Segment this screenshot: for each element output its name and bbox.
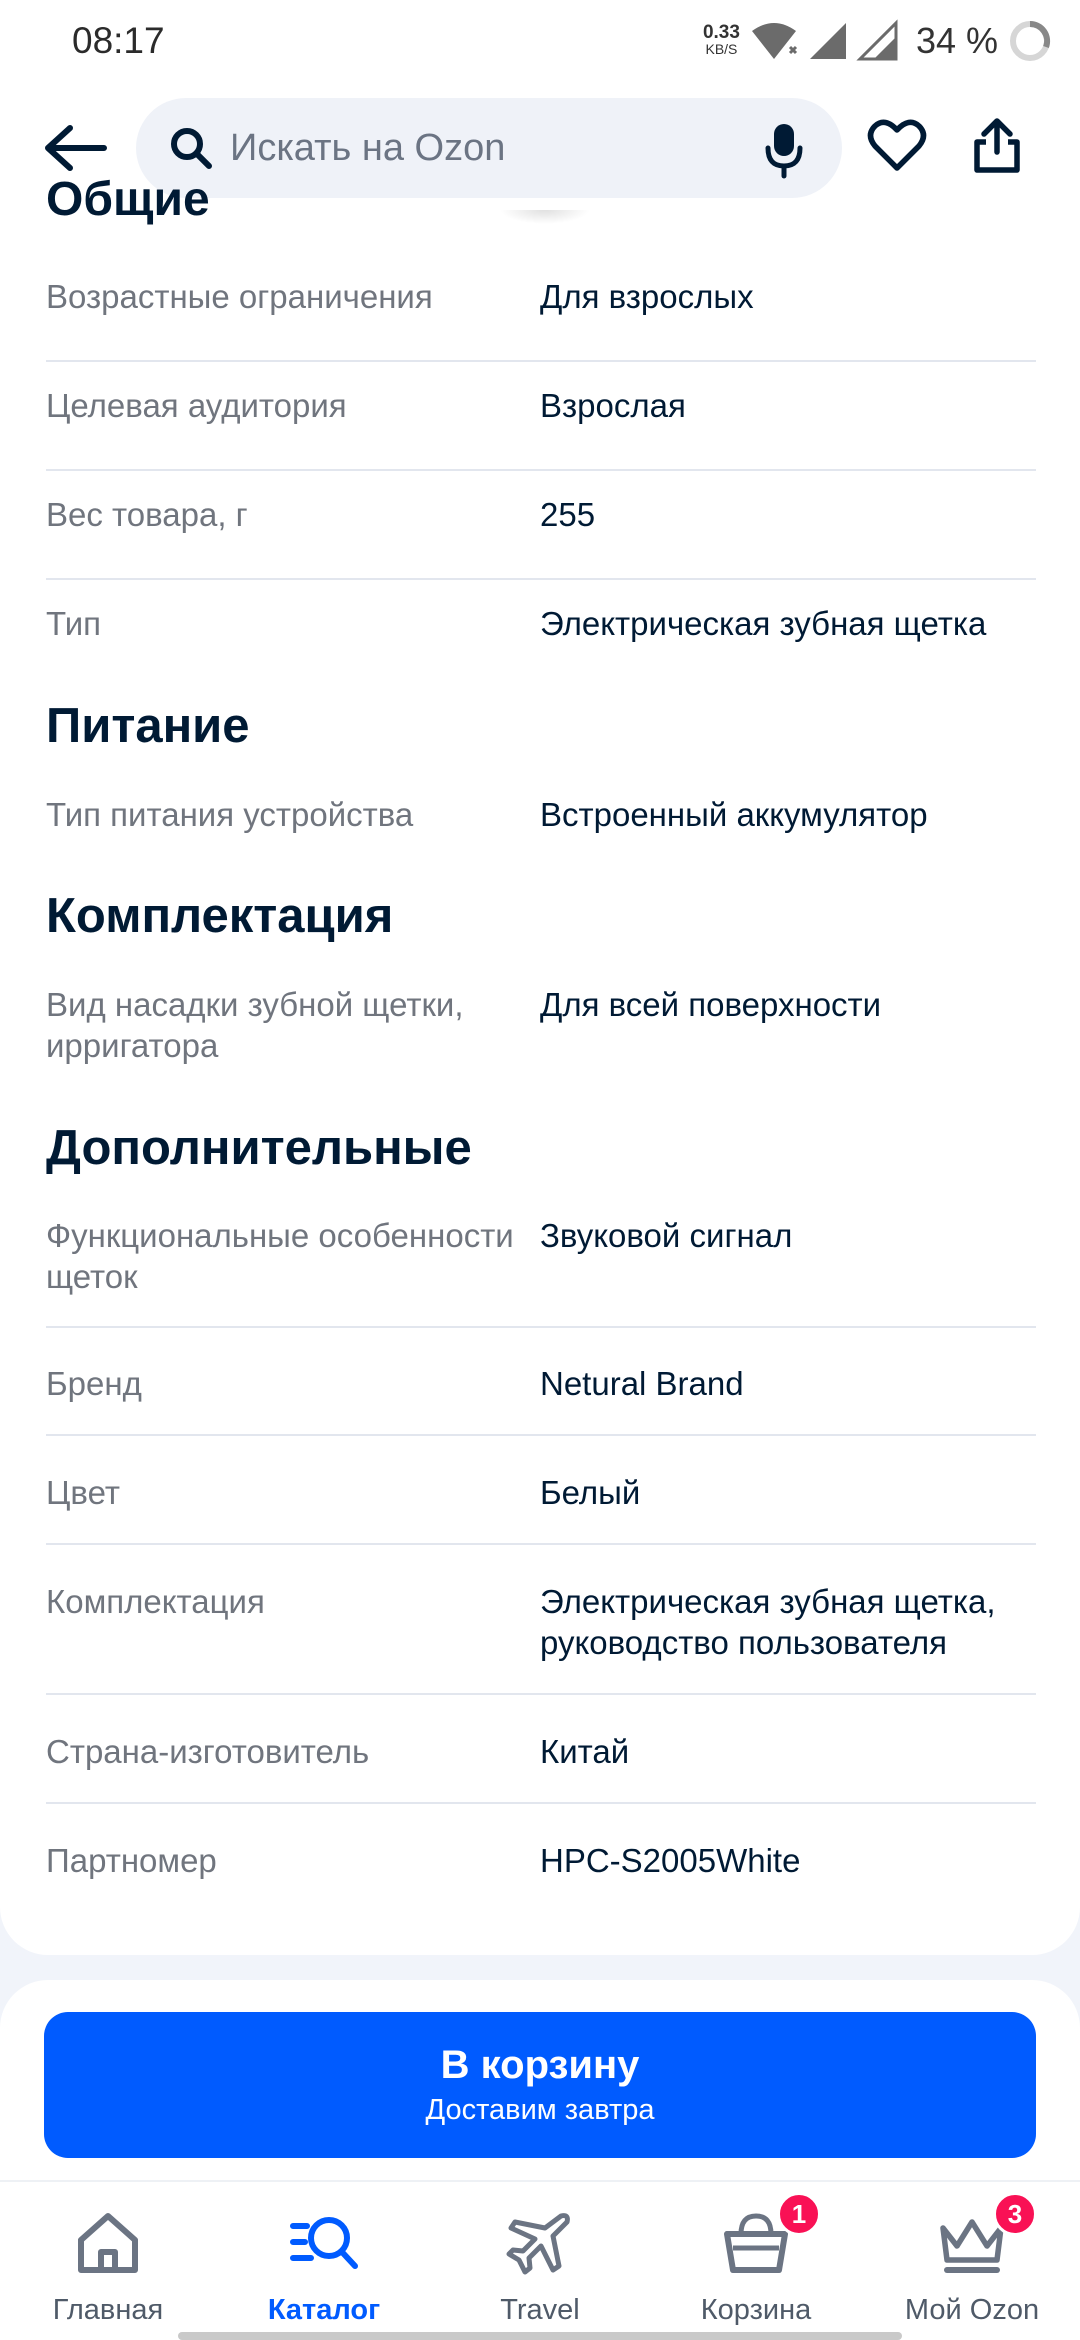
nav-label: Мой Ozon	[904, 2294, 1040, 2326]
home-indicator	[178, 2332, 902, 2340]
status-icons	[703, 19, 1052, 63]
delivery-label: Доставим завтра	[425, 2094, 655, 2126]
nav-item-cart[interactable]	[648, 2182, 864, 2332]
heart-icon	[868, 118, 926, 172]
nav-item-my-ozon[interactable]	[864, 2182, 1080, 2332]
spec-value: Электрическая зубная щетка	[540, 605, 987, 642]
section-title-extra: Дополнительные	[46, 1121, 472, 1175]
network-speed	[702, 22, 740, 57]
spec-value: Netural Brand	[540, 1365, 744, 1402]
arrow-left-icon	[44, 125, 106, 171]
spec-row	[46, 276, 1036, 362]
signal-icon-2	[858, 21, 898, 61]
home-icon	[73, 2210, 143, 2276]
spec-label: Функциональные особенности щеток	[46, 1217, 514, 1295]
spec-value: Белый	[540, 1474, 641, 1511]
spec-label: Вес товара, г	[46, 496, 248, 533]
battery-level: 34 %	[915, 20, 998, 61]
spec-label: Бренд	[46, 1365, 142, 1402]
share-icon	[972, 118, 1022, 174]
spec-value: Для всей поверхности	[540, 986, 882, 1023]
nav-label: Корзина	[700, 2294, 812, 2326]
search-box[interactable]	[136, 98, 842, 198]
spec-value: Для взрослых	[540, 278, 754, 315]
spec-row	[46, 494, 1036, 580]
status-bar	[0, 0, 1080, 82]
spec-label: Цвет	[46, 1474, 120, 1511]
add-to-cart-label: В корзину	[440, 2043, 640, 2087]
spec-value: Китай	[540, 1733, 630, 1770]
cart-badge: 1	[777, 2192, 821, 2236]
nav-item-catalog[interactable]	[216, 2182, 432, 2332]
spec-label: Тип питания устройства	[46, 796, 414, 833]
spec-row	[46, 984, 1036, 1074]
signal-icon	[808, 21, 848, 61]
spec-label: Страна-изготовитель	[46, 1733, 370, 1770]
spec-label: Возрастные ограничения	[46, 278, 433, 315]
favorite-button[interactable]	[868, 118, 932, 178]
spec-row	[46, 603, 1036, 663]
network-speed-value: 0.33	[702, 22, 740, 43]
nav-label: Travel	[500, 2294, 580, 2326]
section-title-kit: Комплектация	[46, 889, 394, 943]
spec-row	[46, 1840, 1036, 1900]
nav-label: Главная	[52, 2294, 164, 2326]
spec-value: Встроенный аккумулятор	[540, 796, 928, 833]
nav-label: Каталог	[267, 2294, 381, 2326]
nav-item-home[interactable]	[0, 2182, 216, 2332]
specs-card	[0, 173, 1080, 1955]
section-title-general: Общие	[46, 173, 210, 226]
spec-label: Вид насадки зубной щетки, ирригатора	[46, 986, 464, 1064]
add-to-cart-button[interactable]	[44, 2012, 1036, 2158]
spec-row	[46, 1472, 1036, 1545]
bottom-nav	[0, 2180, 1080, 2340]
battery-circle-icon	[1008, 19, 1052, 63]
microphone-icon[interactable]	[764, 122, 804, 178]
wifi-icon	[750, 21, 798, 61]
network-speed-unit: KB/S	[705, 41, 738, 57]
spec-value: Электрическая зубная щетка, руководство пользователя	[540, 1583, 996, 1661]
spec-label: Комплектация	[46, 1583, 265, 1620]
spec-row	[46, 1215, 1036, 1328]
scroll-shadow	[500, 210, 590, 224]
spec-label: Партномер	[46, 1842, 217, 1879]
spec-row	[46, 385, 1036, 471]
plane-icon	[505, 2210, 575, 2276]
back-button[interactable]	[40, 118, 110, 178]
catalog-search-icon	[289, 2210, 359, 2276]
spec-row	[46, 794, 1036, 854]
spec-row	[46, 1363, 1036, 1436]
spec-value: 255	[540, 496, 596, 533]
cart-panel	[0, 1980, 1080, 2180]
search-input[interactable]	[230, 127, 710, 170]
spec-value: Взрослая	[540, 387, 686, 424]
nav-item-travel[interactable]	[432, 2182, 648, 2332]
spec-row	[46, 1731, 1036, 1804]
my-ozon-badge: 3	[993, 2192, 1037, 2236]
status-time: 08:17	[72, 20, 165, 61]
spec-label: Целевая аудитория	[46, 387, 347, 424]
spec-label: Тип	[46, 605, 102, 642]
spec-value: HPC-S2005White	[540, 1842, 801, 1879]
spec-value: Звуковой сигнал	[540, 1217, 793, 1254]
spec-row	[46, 1581, 1036, 1695]
section-title-power: Питание	[46, 699, 250, 753]
share-button[interactable]	[972, 118, 1032, 178]
search-icon	[168, 125, 214, 171]
